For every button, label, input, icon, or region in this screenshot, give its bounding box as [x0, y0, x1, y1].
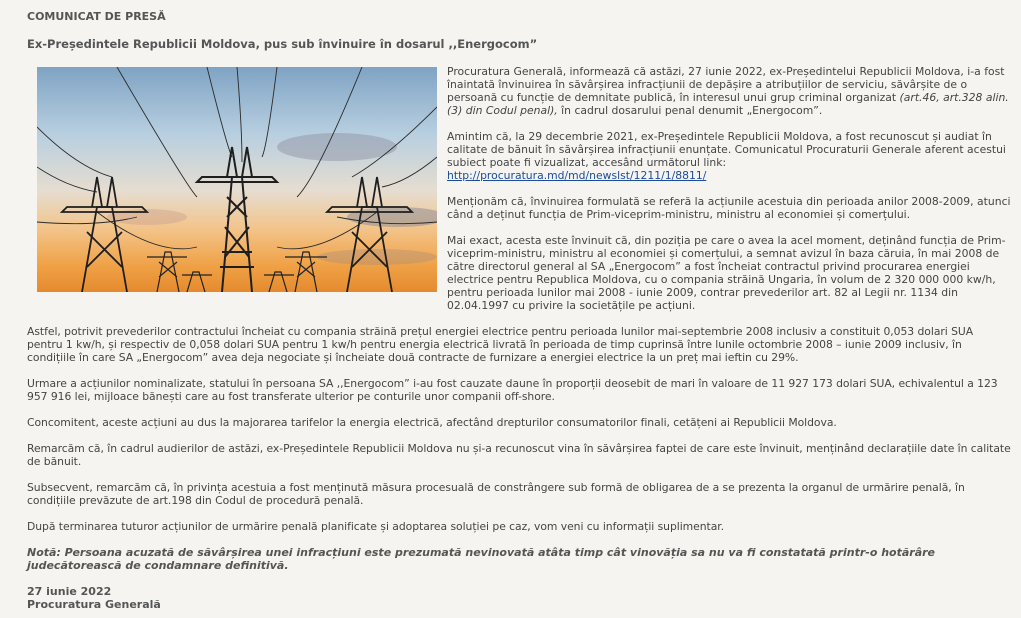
power-lines-photo — [37, 67, 437, 292]
intro-paragraph-4: Mai exact, acesta este învinuit că, din poziția pe care o avea la acel moment, deținând funcția de Prim-viceprim-ministru, ministru al economiei și comerțului, a semnat avizul în baza căruia, în mai 2008 de către directorul general al SA „Energocom” a fost încheiat contractul privind procurarea energiei electrice pentru Republica Moldova, cu o compania străină Ungaria, în volum de 2 320 000 000 kw/h, pentru perioada lunilor mai 2008 - iunie 2009, contrar prevederilor art. 82 al Legii nr. 1134 din 02.04.1997 cu privire la societățile pe acțiuni. — [447, 234, 1006, 312]
presumption-of-innocence-note: Notă: Persoana acuzată de săvârșirea unei infracțiuni este prezumată nevinovată atâta timp cât vinovăția sa nu va fi constatată printr-o hotărâre judecătorească de condamnare definitivă. — [27, 546, 936, 572]
intro-paragraph-3: Menționăm că, învinuirea formulată se referă la acțiunile acestuia din perioada anilor 2008-2009, atunci când a deținut funcția de Prim-viceprim-ministru, ministru al economiei și comerțului. — [447, 195, 1011, 221]
intro-paragraph-1: Procuratura Generală, informează că astăzi, 27 iunie 2022, ex-Președintelui Republicii Moldova, i-a fost înaintată învinuirea în săvârșirea infracțiunii de depășire a atribuțiilor de serviciu, săvârșite de o persoană cu funcție de demnitate publică, în interesul unui grup criminal organizat (art.46, art.328 alin.(3) din Codul penal), în cadrul dosarului penal denumit „Energocom”. — [447, 65, 1009, 117]
body-paragraph: Subsecvent, remarcăm că, în privința acestuia a fost menținută măsura procesuală de constrângere sub formă de obligarea de a se prezenta la organul de urmărire penală, în condițiile prevăzute de art.198 din Codul de procedură penală. — [27, 481, 965, 507]
signature-organization: Procuratura Generală — [27, 598, 161, 611]
body-paragraph: Concomitent, aceste acțiuni au dus la majorarea tarifelor la energia electrică, afectând drepturilor consumatorilor finali, cetățeni ai Republicii Moldova. — [27, 416, 837, 429]
power-lines-illustration — [37, 67, 437, 292]
intro-section — [27, 65, 1011, 325]
previous-release-link[interactable]: http://procuratura.md/md/newslst/1211/1/8811/ — [447, 169, 707, 182]
body-paragraph: După terminarea tuturor acțiunilor de urmărire penală planificate și adoptarea soluției pe caz, vom veni cu informații suplimentar. — [27, 520, 725, 533]
signature-date: 27 iunie 2022 — [27, 585, 112, 598]
body-paragraph: Remarcăm că, în cadrul audierilor de astăzi, ex-Președintele Republicii Moldova nu și-a recunoscut vina în săvârșirea faptei de care este învinuit, menținând declarațiile date în calitate de bănuit. — [27, 442, 1011, 468]
press-release-kicker: COMUNICAT DE PRESĂ — [27, 10, 166, 23]
legal-reference: (art.46, art.328 alin.(3) din Codul penal), — [447, 91, 1009, 117]
signature-block — [27, 585, 1011, 611]
body-paragraph: Astfel, potrivit prevederilor contractului încheiat cu compania străină prețul energiei electrice pentru perioada lunilor mai-septembrie 2008 inclusiv a constituit 0,053 dolari SUA pentru 1 kw/h, și respectiv de 0,058 dolari SUA pentru 1 kw/h pentru energia electrică livrată în perioada de timp cuprinsă între lunile octombrie 2008 – iunie 2009 inclusiv, în condițiile în care SA „Energocom” avea deja negociate și încheiate două contracte de furnizare a energiei electrice la un preț mai ieftin cu 29%. — [27, 325, 974, 364]
press-release-headline: Ex-Președintele Republicii Moldova, pus sub învinuire în dosarul ,,Energocom” — [27, 37, 538, 51]
body-paragraph: Urmare a acțiunilor nominalizate, statului în persoana SA ,,Energocom” i-au fost cauzate daune în proporții deosebit de mari în valoare de 11 927 173 dolari SUA, echivalentul a 123 957 916 lei, mijloace bănești care au fost transferate ulterior pe conturile unor companii off-shore. — [27, 377, 998, 403]
intro-paragraph-2: Amintim că, la 29 decembrie 2021, ex-Președintele Republicii Moldova, a fost recunoscut și audiat în calitate de bănuit în săvârșirea infracțiunii enunțate. Comunicatul Procuraturii Generale aferent acestui subiect poate fi vizualizat, accesând următorul link: http://procuratura.md/md/newslst/1211/1/8811/ — [447, 130, 1006, 182]
